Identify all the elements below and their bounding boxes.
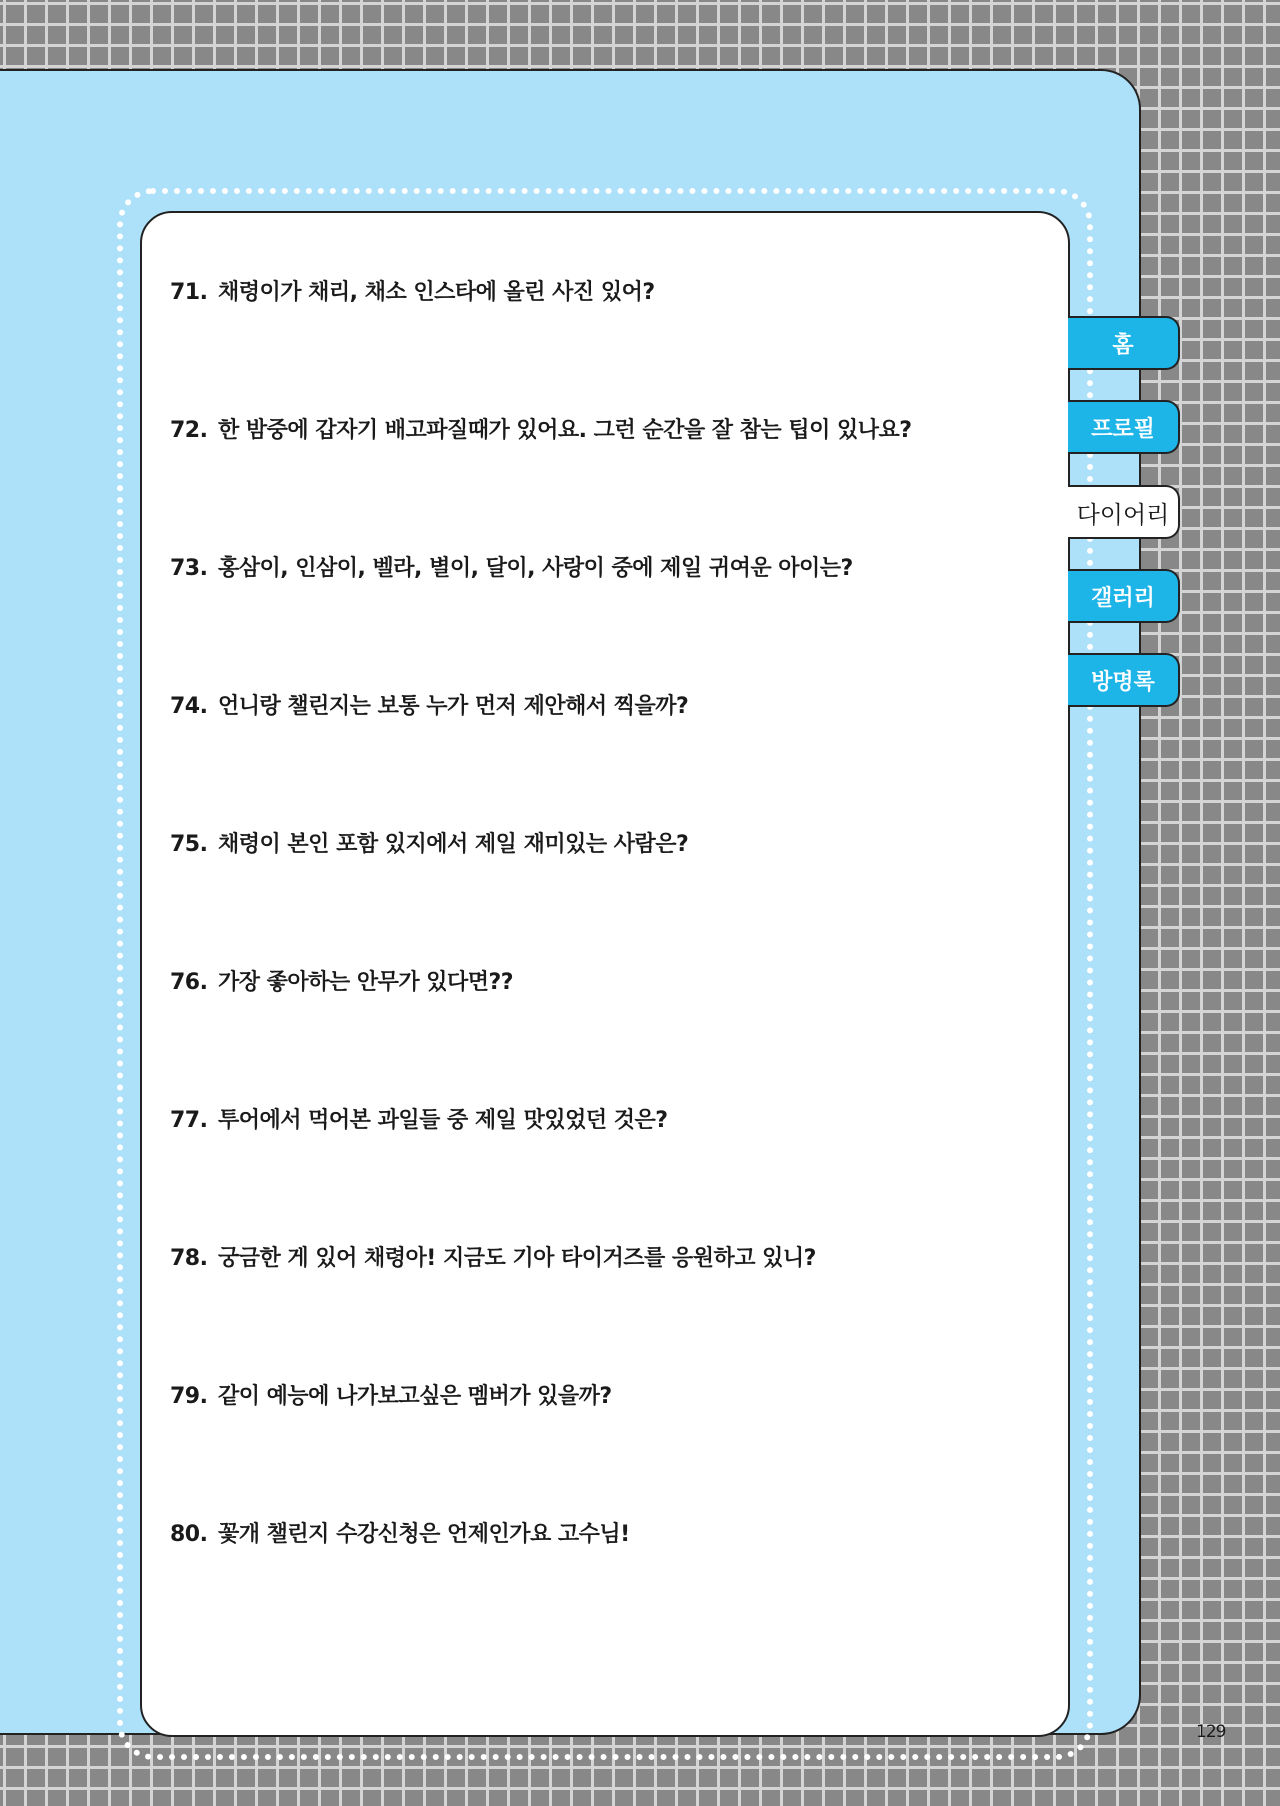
question-list [170, 275, 912, 1655]
question-text: 언니랑 챌린지는 보통 누가 먼저 제안해서 찍을까? [218, 694, 689, 719]
binder-frame [0, 69, 1141, 1735]
question-item [170, 1379, 912, 1517]
question-text: 꽃개 챌린지 수강신청은 언제인가요 고수님! [218, 1522, 630, 1547]
question-number: 79. [170, 1384, 208, 1409]
question-text: 투어에서 먹어본 과일들 중 제일 맛있었던 것은? [218, 1108, 668, 1133]
tab-diary[interactable]: 다이어리 [1068, 485, 1180, 539]
question-text: 같이 예능에 나가보고싶은 멤버가 있을까? [218, 1384, 612, 1409]
question-item [170, 275, 912, 413]
question-item [170, 413, 912, 551]
question-item [170, 1517, 912, 1655]
question-number: 75. [170, 832, 208, 857]
question-item [170, 551, 912, 689]
page-number: 129 [1196, 1722, 1226, 1742]
question-item [170, 827, 912, 965]
question-number: 74. [170, 694, 208, 719]
question-number: 80. [170, 1522, 208, 1547]
question-item [170, 965, 912, 1103]
question-number: 76. [170, 970, 208, 995]
tab-guestbook[interactable]: 방명록 [1068, 653, 1180, 707]
question-item [170, 689, 912, 827]
question-number: 73. [170, 556, 208, 581]
diary-page [140, 211, 1070, 1737]
tab-home[interactable]: 홈 [1068, 316, 1180, 370]
question-text: 채령이 본인 포함 있지에서 제일 재미있는 사람은? [218, 832, 689, 857]
tab-gallery[interactable]: 갤러리 [1068, 569, 1180, 623]
question-text: 채령이가 채리, 채소 인스타에 올린 사진 있어? [218, 280, 655, 305]
question-number: 78. [170, 1246, 208, 1271]
tab-profile[interactable]: 프로필 [1068, 400, 1180, 454]
question-number: 77. [170, 1108, 208, 1133]
question-text: 홍삼이, 인삼이, 벨라, 별이, 달이, 사랑이 중에 제일 귀여운 아이는? [218, 556, 853, 581]
question-item [170, 1241, 912, 1379]
question-text: 궁금한 게 있어 채령아! 지금도 기아 타이거즈를 응원하고 있니? [218, 1246, 816, 1271]
question-text: 한 밤중에 갑자기 배고파질때가 있어요. 그런 순간을 잘 참는 팁이 있나요? [218, 418, 912, 443]
question-text: 가장 좋아하는 안무가 있다면?? [218, 970, 514, 995]
question-number: 71. [170, 280, 208, 305]
question-number: 72. [170, 418, 208, 443]
question-item [170, 1103, 912, 1241]
